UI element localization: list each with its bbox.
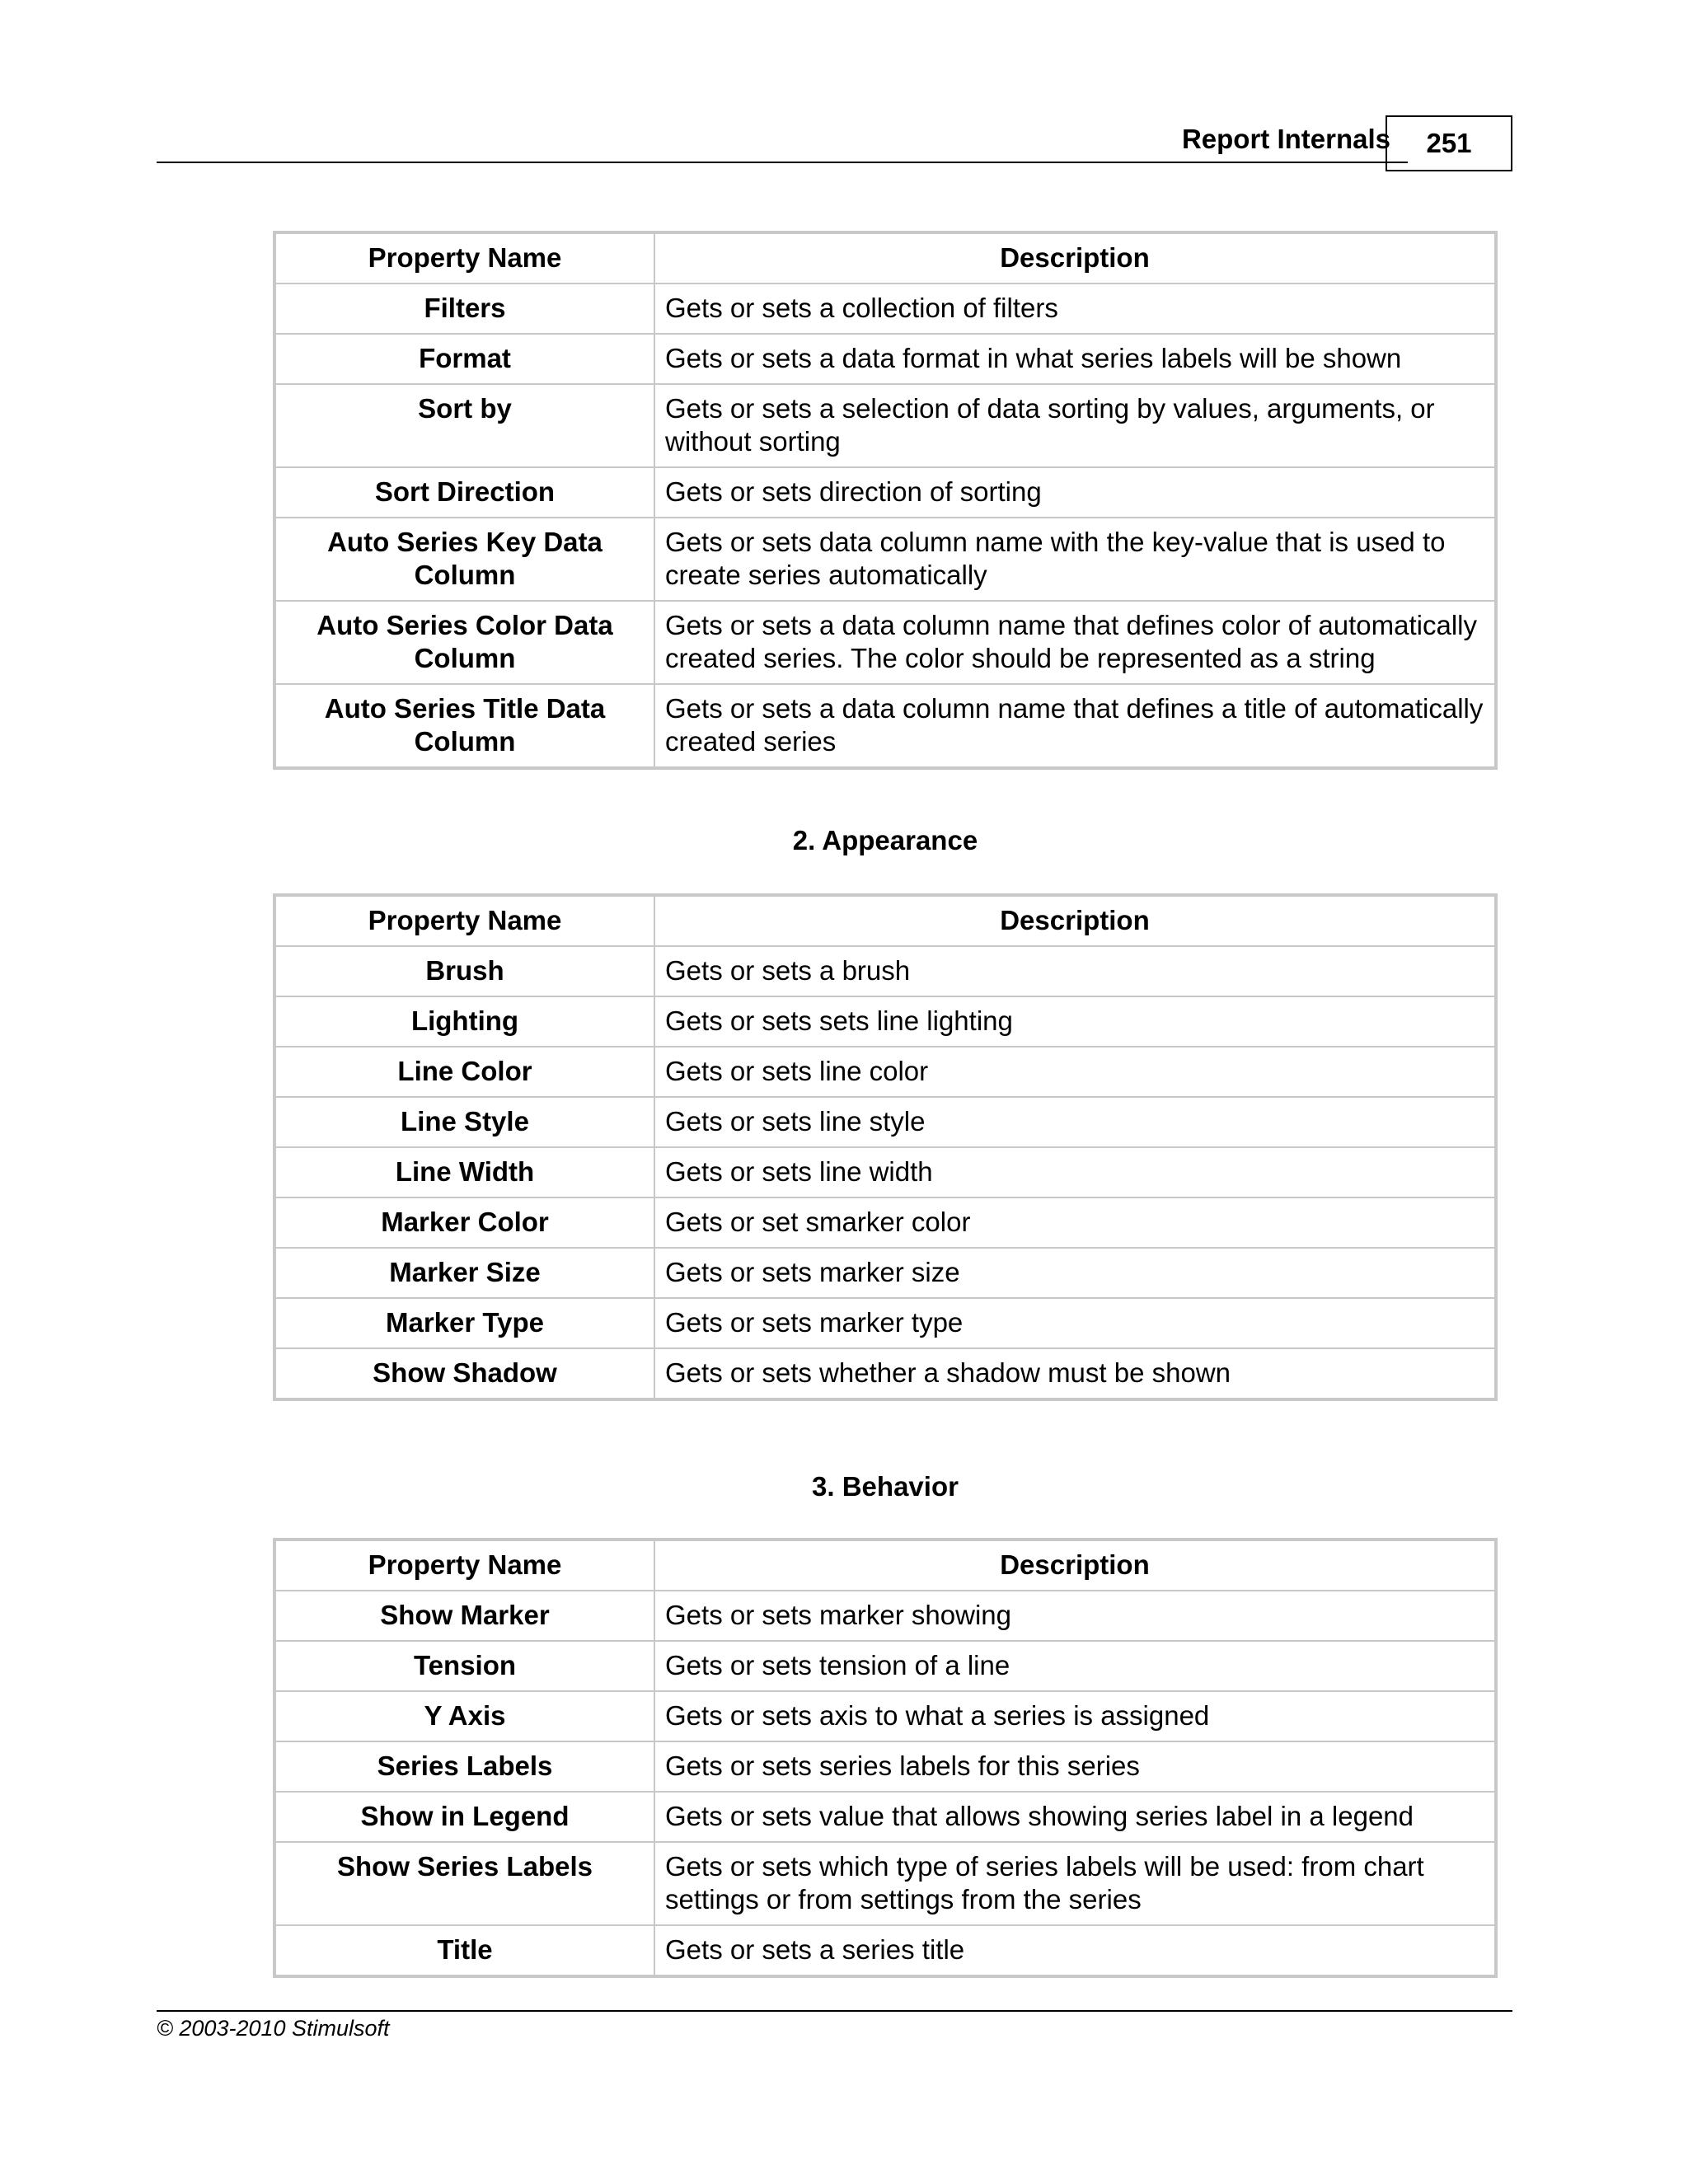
- table-row: [274, 1097, 1496, 1147]
- header-rule: [157, 162, 1408, 163]
- table-row: [274, 1348, 1496, 1399]
- property-description: Gets or sets series labels for this series: [654, 1741, 1496, 1792]
- property-name: Auto Series Key Data Column: [274, 518, 654, 601]
- property-description: Gets or sets a selection of data sorting by values, arguments, or without sorting: [654, 384, 1496, 467]
- table-header-row: [274, 895, 1496, 946]
- property-description: Gets or sets data column name with the key-value that is used to create series automatically: [654, 518, 1496, 601]
- property-name: Sort by: [274, 384, 654, 467]
- column-header-description: Description: [654, 232, 1496, 284]
- column-header-property-name: Property Name: [274, 1540, 654, 1591]
- property-name: Y Axis: [274, 1691, 654, 1741]
- property-description: Gets or sets direction of sorting: [654, 467, 1496, 518]
- property-name: Marker Size: [274, 1248, 654, 1298]
- table-header-row: [274, 232, 1496, 284]
- header-title: Report Internals: [1181, 124, 1390, 154]
- property-name: Show Marker: [274, 1591, 654, 1641]
- column-header-property-name: Property Name: [274, 895, 654, 946]
- property-description: Gets or sets a brush: [654, 946, 1496, 996]
- property-name: Line Width: [274, 1147, 654, 1197]
- property-name: Sort Direction: [274, 467, 654, 518]
- column-header-description: Description: [654, 1540, 1496, 1591]
- property-table-appearance: [273, 893, 1498, 1401]
- property-description: Gets or sets marker size: [654, 1248, 1496, 1298]
- table-row: [274, 1842, 1496, 1925]
- table-row: [274, 284, 1496, 334]
- table-row: [274, 1641, 1496, 1691]
- property-description: Gets or sets line width: [654, 1147, 1496, 1197]
- table-row: [274, 601, 1496, 684]
- table-row: [274, 1298, 1496, 1348]
- table-row: [274, 1591, 1496, 1641]
- section-title-behavior: 3. Behavior: [812, 1471, 959, 1502]
- table-row: [274, 1691, 1496, 1741]
- page-number: 251: [1386, 115, 1512, 171]
- property-description: Gets or sets line style: [654, 1097, 1496, 1147]
- table-row: [274, 384, 1496, 467]
- property-description: Gets or sets sets line lighting: [654, 996, 1496, 1047]
- property-description: Gets or sets a data column name that defines color of automatically created series. The color should be represented as a string: [654, 601, 1496, 684]
- property-name: Brush: [274, 946, 654, 996]
- property-name: Show Series Labels: [274, 1842, 654, 1925]
- column-header-description: Description: [654, 895, 1496, 946]
- footer-copyright: © 2003-2010 Stimulsoft: [157, 2016, 390, 2041]
- property-description: Gets or sets marker showing: [654, 1591, 1496, 1641]
- table-row: [274, 1147, 1496, 1197]
- property-name: Line Color: [274, 1047, 654, 1097]
- table-row: [274, 684, 1496, 768]
- property-description: Gets or sets a series title: [654, 1925, 1496, 1976]
- table-row: [274, 334, 1496, 384]
- table-row: [274, 1047, 1496, 1097]
- property-description: Gets or sets a data column name that defines a title of automatically created series: [654, 684, 1496, 768]
- property-name: Lighting: [274, 996, 654, 1047]
- section-title-appearance: 2. Appearance: [792, 825, 978, 855]
- property-description: Gets or sets a data format in what series labels will be shown: [654, 334, 1496, 384]
- footer-rule: [157, 2010, 1512, 2012]
- property-name: Filters: [274, 284, 654, 334]
- table-row: [274, 1925, 1496, 1976]
- property-description: Gets or sets tension of a line: [654, 1641, 1496, 1691]
- table-row: [274, 996, 1496, 1047]
- table-row: [274, 518, 1496, 601]
- property-description: Gets or sets marker type: [654, 1298, 1496, 1348]
- table-row: [274, 946, 1496, 996]
- property-name: Show in Legend: [274, 1792, 654, 1842]
- property-description: Gets or sets whether a shadow must be shown: [654, 1348, 1496, 1399]
- table-row: [274, 1248, 1496, 1298]
- property-name: Auto Series Color Data Column: [274, 601, 654, 684]
- property-name: Show Shadow: [274, 1348, 654, 1399]
- property-name: Auto Series Title Data Column: [274, 684, 654, 768]
- table-row: [274, 467, 1496, 518]
- table-row: [274, 1792, 1496, 1842]
- table-row: [274, 1197, 1496, 1248]
- property-name: Marker Color: [274, 1197, 654, 1248]
- property-name: Title: [274, 1925, 654, 1976]
- property-name: Format: [274, 334, 654, 384]
- column-header-property-name: Property Name: [274, 232, 654, 284]
- property-name: Series Labels: [274, 1741, 654, 1792]
- property-description: Gets or sets value that allows showing series label in a legend: [654, 1792, 1496, 1842]
- property-description: Gets or sets which type of series labels will be used: from chart settings or from settings from the series: [654, 1842, 1496, 1925]
- property-table-series-data: [273, 231, 1498, 770]
- property-description: Gets or set smarker color: [654, 1197, 1496, 1248]
- property-name: Marker Type: [274, 1298, 654, 1348]
- property-description: Gets or sets a collection of filters: [654, 284, 1496, 334]
- property-name: Line Style: [274, 1097, 654, 1147]
- property-description: Gets or sets axis to what a series is assigned: [654, 1691, 1496, 1741]
- property-name: Tension: [274, 1641, 654, 1691]
- property-table-behavior: [273, 1538, 1498, 1978]
- property-description: Gets or sets line color: [654, 1047, 1496, 1097]
- table-header-row: [274, 1540, 1496, 1591]
- table-row: [274, 1741, 1496, 1792]
- page-header: [157, 115, 1512, 175]
